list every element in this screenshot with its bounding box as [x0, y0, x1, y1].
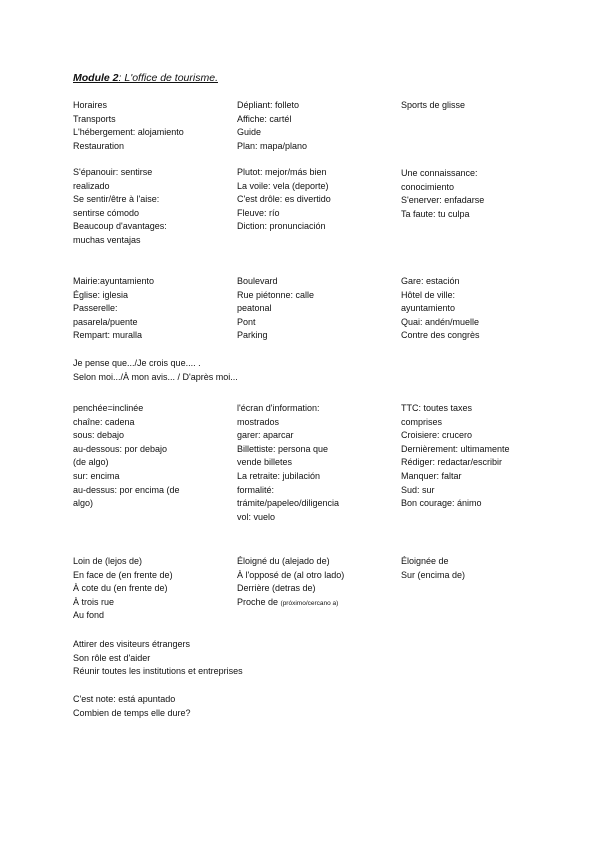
vocab-line: Diction: pronunciación — [237, 221, 326, 232]
vocab-line: trámite/papeleo/diligencia — [237, 498, 340, 509]
vocab-line: En face de (en frente de) — [73, 569, 173, 580]
vocab-line: l'écran d'information: — [237, 403, 320, 413]
phrase-line: Selon moi.../À mon avis... / D'après moi... — [73, 371, 238, 382]
vocab-line: vende billetes — [237, 457, 293, 468]
vocab-line: Loin de (lejos de) — [73, 556, 143, 566]
vocab-line: muchas ventajas — [73, 234, 141, 245]
vocab-line: Contre des congrès — [401, 330, 480, 341]
vocab-line: comprises — [401, 416, 443, 427]
phrase-line: Je pense que.../Je crois que.... . — [73, 358, 201, 368]
vocab-line: realizado — [73, 180, 110, 191]
vocab-line: vol: vuelo — [237, 511, 276, 522]
block1-col2 — [237, 99, 387, 153]
vocab-line: Ta faute: tu culpa — [401, 208, 470, 219]
vocab-line: S'épanouir: sentirse — [73, 167, 153, 177]
vocab-line: formalité: — [237, 484, 275, 495]
vocab-line: Dépliant: folleto — [237, 100, 300, 110]
vocab-line: La retraite: jubilación — [237, 470, 321, 481]
page-title — [73, 72, 218, 84]
vocab-line: Rédiger: redactar/escribir — [401, 457, 503, 468]
vocab-line: garer: aparcar — [237, 430, 294, 441]
block4-col2 — [237, 402, 387, 524]
block2-col1 — [73, 166, 223, 248]
block2-col2 — [237, 166, 387, 234]
vocab-line: Éloignée de — [401, 556, 449, 566]
vocab-line: Se sentir/être à l'aise: — [73, 194, 160, 205]
vocab-line: pasarela/puente — [73, 316, 138, 327]
vocab-line: Au fond — [73, 610, 105, 621]
vocab-line: Boulevard — [237, 276, 278, 286]
vocab-line: Transports — [73, 113, 116, 124]
vocab-line: C'est drôle: es divertido — [237, 194, 331, 205]
block4-col1 — [73, 402, 223, 511]
opinion-phrases — [73, 357, 523, 384]
vocab-line: au-dessous: por debajo — [73, 443, 168, 454]
text-line: C'est note: está apuntado — [73, 694, 176, 704]
text-line: Son rôle est d'aider — [73, 652, 151, 663]
vocab-line — [237, 596, 387, 611]
block1-col3 — [401, 99, 521, 113]
vocab-line: Horaires — [73, 100, 108, 110]
text-line: Réunir toutes les institutions et entreprises — [73, 666, 243, 677]
vocab-line: Rue piétonne: calle — [237, 289, 315, 300]
vocab-line: L'hébergement: alojamiento — [73, 127, 184, 138]
vocab-line: Croisiere: crucero — [401, 430, 473, 441]
vocab-line: Derrière (detras de) — [237, 583, 316, 594]
vocab-line: Plan: mapa/plano — [237, 140, 308, 151]
vocab-line: penchée=inclinée — [73, 403, 144, 413]
vocab-line: sur: encima — [73, 470, 120, 481]
block3-col2 — [237, 275, 387, 343]
vocab-line: À cote du (en frente de) — [73, 583, 168, 594]
vocab-line: Bon courage: ánimo — [401, 498, 482, 509]
vocab-line: Sur (encima de) — [401, 569, 466, 580]
vocab-line: Éloigné du (alejado de) — [237, 556, 330, 566]
vocab-line: peatonal — [237, 303, 272, 314]
vocab-line: sentirse cómodo — [73, 207, 140, 218]
vocab-line: Beaucoup d'avantages: — [73, 221, 167, 232]
vocab-line: À l'opposé de (al otro lado) — [237, 569, 345, 580]
vocab-line: sous: debajo — [73, 430, 125, 441]
block5-col2 — [237, 555, 387, 610]
block3-col3 — [401, 275, 521, 343]
block3-col1 — [73, 275, 223, 343]
vocab-line: Mairie:ayuntamiento — [73, 276, 155, 286]
block6-lines — [73, 638, 523, 679]
vocab-line: Quai: andén/muelle — [401, 316, 480, 327]
title-module: Module 2 — [73, 72, 119, 84]
vocab-line: Parking — [237, 330, 268, 341]
vocab-line: chaîne: cadena — [73, 416, 135, 427]
vocab-line: Pont — [237, 316, 256, 327]
vocab-line: Sud: sur — [401, 484, 435, 495]
block5-col1 — [73, 555, 223, 623]
vocab-line: Hôtel de ville: — [401, 289, 456, 300]
vocab-line: La voile: vela (deporte) — [237, 180, 329, 191]
vocab-line: Plutot: mejor/más bien — [237, 167, 327, 177]
block7-lines — [73, 693, 523, 720]
vocab-line: Église: iglesia — [73, 289, 129, 300]
vocab-line: Passerelle: — [73, 303, 118, 314]
vocab-line: TTC: toutes taxes — [401, 403, 473, 413]
text-line: Combien de temps elle dure? — [73, 707, 191, 718]
vocab-line: au-dessus: por encima (de — [73, 484, 180, 495]
vocab-line: Restauration — [73, 140, 125, 151]
vocab-line: S'enerver: enfadarse — [401, 195, 485, 206]
vocab-line: Dernièrement: ultimamente — [401, 443, 510, 454]
vocab-line: Une connaissance: — [401, 168, 478, 178]
vocab-line: Billettiste: persona que — [237, 443, 329, 454]
block2-col3 — [401, 167, 521, 221]
vocab-line: Rempart: muralla — [73, 330, 143, 341]
vocab-line: ayuntamiento — [401, 303, 456, 314]
text-line: Attirer des visiteurs étrangers — [73, 639, 191, 649]
vocab-line: algo) — [73, 498, 94, 509]
vocab-line: (de algo) — [73, 457, 109, 468]
block4-col3 — [401, 402, 521, 511]
proche-de-translation: (próximo/cercano a) — [280, 599, 339, 607]
block1-col1 — [73, 99, 223, 153]
vocab-line: conocimiento — [401, 181, 455, 192]
proche-de-term: Proche de — [237, 596, 281, 607]
title-topic: : L'office de tourisme. — [118, 72, 218, 84]
vocab-line: Affiche: cartél — [237, 113, 292, 124]
vocab-line: Manquer: faltar — [401, 470, 462, 481]
vocab-line: Fleuve: río — [237, 207, 280, 218]
vocab-line: Sports de glisse — [401, 100, 466, 110]
vocab-line: Guide — [237, 127, 262, 138]
block5-col3 — [401, 555, 521, 582]
vocab-line: À trois rue — [73, 596, 115, 607]
vocab-line: Gare: estación — [401, 276, 460, 286]
vocab-line: mostrados — [237, 416, 280, 427]
